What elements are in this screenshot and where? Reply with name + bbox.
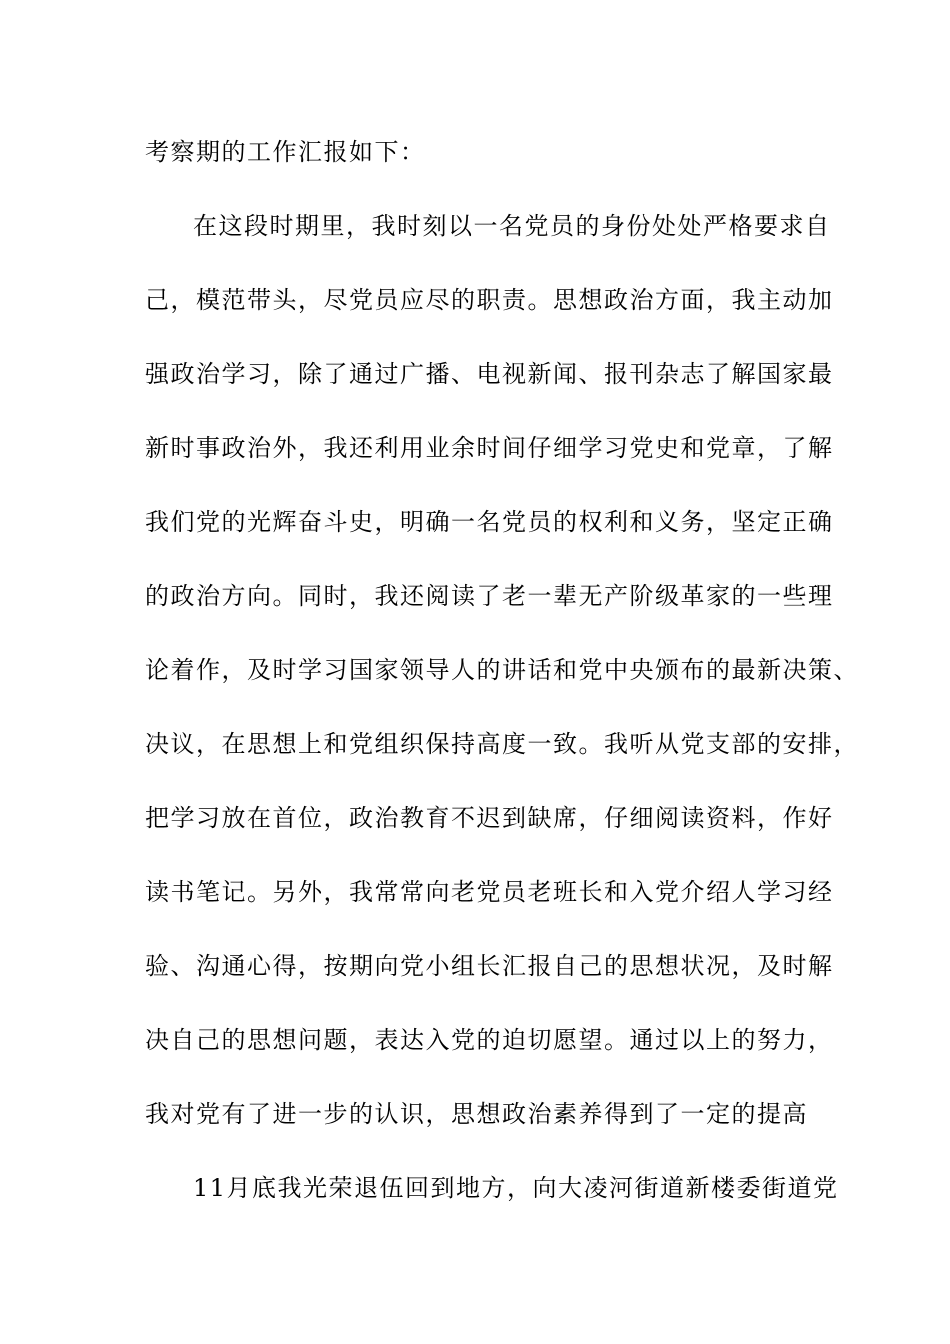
text-line: 考察期的工作汇报如下：: [145, 138, 426, 166]
text-line: 决自己的思想问题，表达入党的迫切愿望。通过以上的努力，: [145, 1026, 834, 1054]
text-line: 己，模范带头，尽党员应尽的职责。思想政治方面，我主动加: [145, 286, 834, 314]
text-line: 论着作，及时学习国家领导人的讲话和党中央颁布的最新决策、: [145, 656, 859, 684]
text-line: 把学习放在首位，政治教育不迟到缺席，仔细阅读资料，作好: [145, 804, 834, 832]
text-line: 验、沟通心得，按期向党小组长汇报自己的思想状况，及时解: [145, 952, 834, 980]
text-line: 决议，在思想上和党组织保持高度一致。我听从党支部的安排，: [145, 730, 859, 758]
paragraph-start-line: 在这段时期里，我时刻以一名党员的身份处处严格要求自: [193, 212, 831, 240]
text-line: 读书笔记。另外，我常常向老党员老班长和入党介绍人学习经: [145, 878, 834, 906]
text-line: 我们党的光辉奋斗史，明确一名党员的权利和义务，坚定正确: [145, 508, 834, 536]
text-line: 我对党有了进一步的认识，思想政治素养得到了一定的提高: [145, 1100, 808, 1128]
paragraph-start-line: 11月底我光荣退伍回到地方，向大凌河街道新楼委街道党: [193, 1174, 839, 1202]
text-line: 强政治学习，除了通过广播、电视新闻、报刊杂志了解国家最: [145, 360, 834, 388]
text-line: 新时事政治外，我还利用业余时间仔细学习党史和党章，了解: [145, 434, 834, 462]
text-line: 的政治方向。同时，我还阅读了老一辈无产阶级革家的一些理: [145, 582, 834, 610]
